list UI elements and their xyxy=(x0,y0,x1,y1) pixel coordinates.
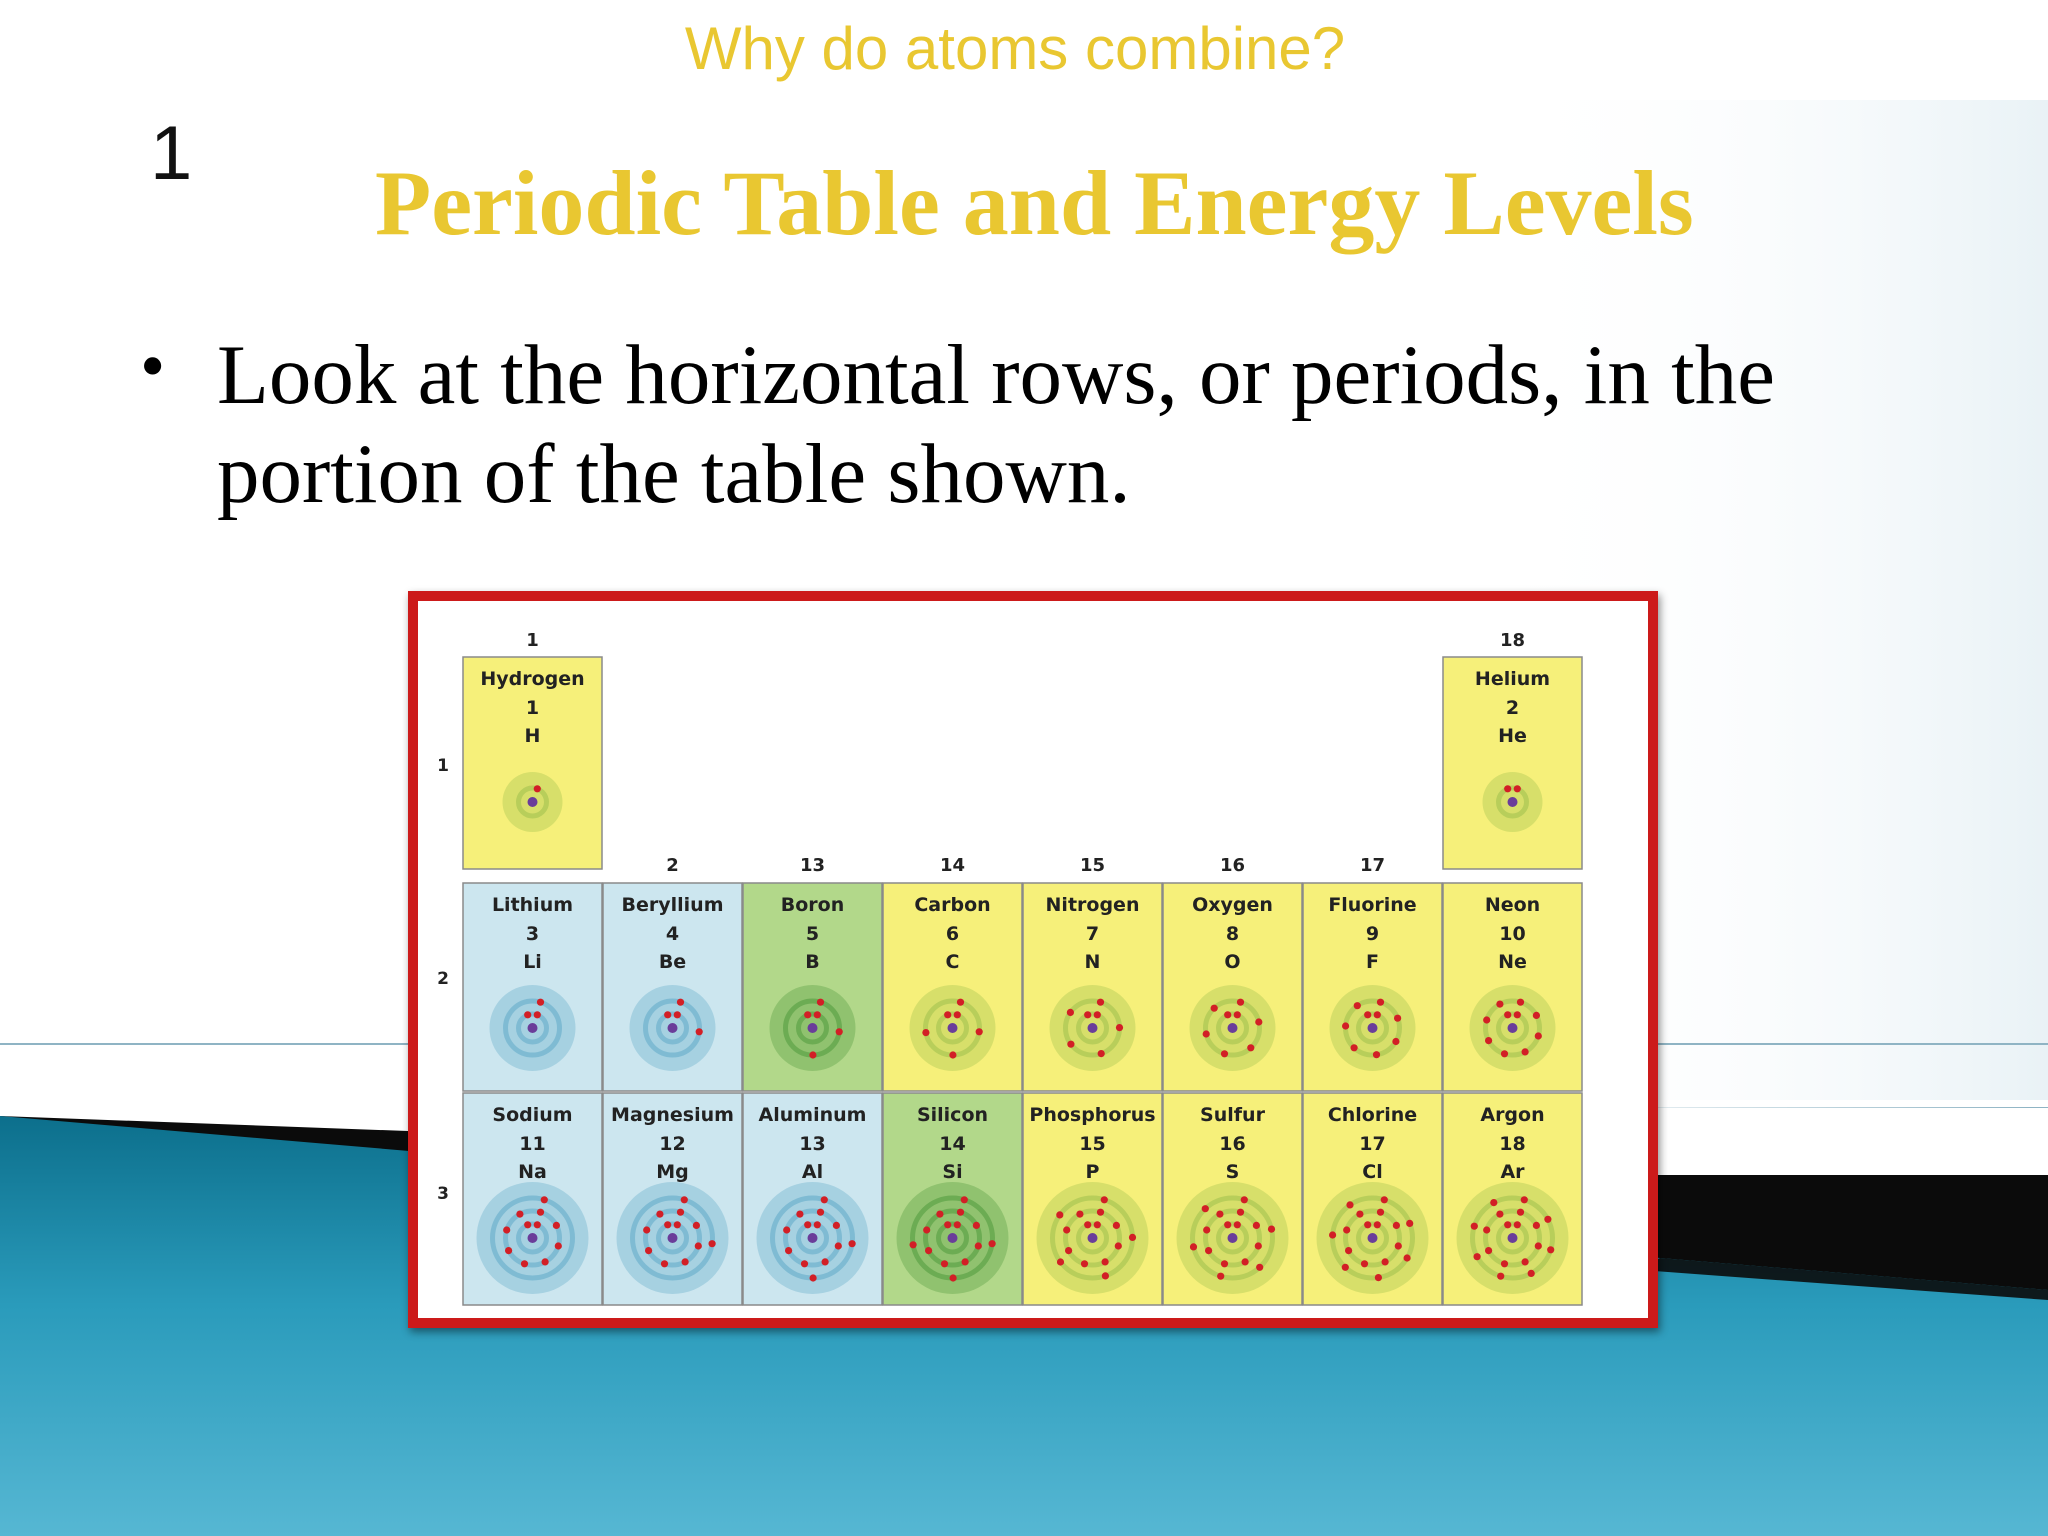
electron xyxy=(542,1258,549,1265)
electron xyxy=(796,1211,803,1218)
element-cell-aluminum xyxy=(743,1093,882,1305)
electron xyxy=(505,1247,512,1254)
electron xyxy=(957,999,964,1006)
atomic-number: 17 xyxy=(1359,1133,1386,1155)
electron xyxy=(1514,1011,1521,1018)
electron xyxy=(681,1196,688,1203)
element-symbol: Ar xyxy=(1500,1161,1525,1183)
electron xyxy=(1253,1222,1260,1229)
electron xyxy=(1354,1002,1361,1009)
electron xyxy=(941,1260,948,1267)
element-cell-hydrogen xyxy=(463,657,602,869)
electron xyxy=(661,1260,668,1267)
electron xyxy=(645,1247,652,1254)
electron xyxy=(1395,1242,1402,1249)
element-cell-nitrogen xyxy=(1023,883,1162,1091)
element-symbol: P xyxy=(1085,1161,1100,1183)
electron xyxy=(954,1221,961,1228)
bohr-model xyxy=(910,985,996,1071)
electron xyxy=(1129,1234,1136,1241)
period-label: 2 xyxy=(437,969,449,989)
electron xyxy=(1404,1254,1411,1261)
group-label: 13 xyxy=(799,855,826,876)
element-name: Lithium xyxy=(491,894,574,916)
nucleus xyxy=(668,1023,678,1033)
element-cell-phosphorus xyxy=(1023,1093,1162,1305)
nucleus xyxy=(1088,1023,1098,1033)
group-label: 17 xyxy=(1359,855,1386,876)
electron xyxy=(1216,1211,1223,1218)
electron xyxy=(1342,1264,1349,1271)
electron xyxy=(1517,1209,1524,1216)
element-symbol: Li xyxy=(523,951,542,973)
atomic-number: 5 xyxy=(805,923,820,945)
electron xyxy=(822,1258,829,1265)
nucleus xyxy=(948,1233,958,1243)
electron xyxy=(695,1242,702,1249)
element-cell-sulfur xyxy=(1163,1093,1302,1305)
bohr-model xyxy=(477,1182,589,1294)
element-symbol: C xyxy=(945,951,960,973)
electron xyxy=(833,1222,840,1229)
electron xyxy=(1528,1270,1535,1277)
electron xyxy=(537,1209,544,1216)
electron xyxy=(1517,999,1524,1006)
electron xyxy=(1485,1247,1492,1254)
element-symbol: Al xyxy=(801,1161,824,1183)
electron xyxy=(1203,1030,1210,1037)
atomic-number: 6 xyxy=(945,923,960,945)
electron xyxy=(849,1240,856,1247)
element-cell-lithium xyxy=(463,883,602,1091)
electron xyxy=(1113,1222,1120,1229)
electron xyxy=(1361,1260,1368,1267)
element-symbol: Na xyxy=(518,1161,547,1183)
element-cell-boron xyxy=(743,883,882,1091)
electron xyxy=(553,1222,560,1229)
atomic-number: 16 xyxy=(1219,1133,1246,1155)
atomic-number: 18 xyxy=(1499,1133,1526,1155)
element-name: Sulfur xyxy=(1200,1104,1265,1126)
bohr-model xyxy=(1483,772,1543,832)
electron xyxy=(1374,1221,1381,1228)
electron xyxy=(962,1258,969,1265)
electron xyxy=(961,1196,968,1203)
electron xyxy=(1373,1051,1380,1058)
bullet-text: Look at the horizontal rows, or periods, in the portion of the table shown. xyxy=(217,328,1775,521)
nucleus xyxy=(1228,1233,1238,1243)
electron xyxy=(503,1226,510,1233)
electron xyxy=(1364,1011,1371,1018)
element-symbol: H xyxy=(524,725,541,747)
bohr-model xyxy=(1330,985,1416,1071)
bohr-model xyxy=(503,772,563,832)
electron xyxy=(1076,1211,1083,1218)
element-cell-oxygen xyxy=(1163,883,1302,1091)
element-name: Boron xyxy=(780,894,845,916)
electron xyxy=(785,1247,792,1254)
electron xyxy=(1094,1221,1101,1228)
element-symbol: Cl xyxy=(1362,1161,1383,1183)
electron xyxy=(1374,1011,1381,1018)
electron xyxy=(804,1011,811,1018)
electron xyxy=(677,999,684,1006)
electron xyxy=(1084,1011,1091,1018)
electron xyxy=(1485,1037,1492,1044)
electron xyxy=(814,1221,821,1228)
bohr-model xyxy=(1037,1182,1149,1294)
electron xyxy=(1547,1246,1554,1253)
electron xyxy=(674,1221,681,1228)
nucleus xyxy=(528,1023,538,1033)
electron xyxy=(1094,1011,1101,1018)
electron xyxy=(1382,1258,1389,1265)
electron xyxy=(1241,1196,1248,1203)
element-name: Phosphorus xyxy=(1029,1104,1156,1126)
electron xyxy=(1065,1247,1072,1254)
bohr-model xyxy=(630,985,716,1071)
electron xyxy=(1203,1226,1210,1233)
electron xyxy=(664,1011,671,1018)
atomic-number: 15 xyxy=(1079,1133,1106,1155)
electron xyxy=(836,1028,843,1035)
electron xyxy=(521,1260,528,1267)
electron xyxy=(925,1247,932,1254)
electron xyxy=(682,1258,689,1265)
element-cell-carbon xyxy=(883,883,1022,1091)
electron xyxy=(1514,785,1521,792)
electron xyxy=(957,1209,964,1216)
electron xyxy=(1256,1264,1263,1271)
electron xyxy=(1190,1243,1197,1250)
electron xyxy=(643,1226,650,1233)
element-name: Argon xyxy=(1480,1104,1545,1126)
electron xyxy=(1345,1247,1352,1254)
electron xyxy=(1102,1258,1109,1265)
electron xyxy=(1268,1226,1275,1233)
electron xyxy=(1497,1273,1504,1280)
element-name: Oxygen xyxy=(1192,894,1273,916)
electron xyxy=(1501,1050,1508,1057)
electron xyxy=(1234,1221,1241,1228)
electron xyxy=(1116,1024,1123,1031)
group-label: 1 xyxy=(526,630,539,651)
electron xyxy=(783,1226,790,1233)
electron xyxy=(1544,1216,1551,1223)
electron xyxy=(817,999,824,1006)
electron xyxy=(1474,1253,1481,1260)
atomic-number: 9 xyxy=(1365,923,1380,945)
electron xyxy=(1496,1001,1503,1008)
electron xyxy=(1504,785,1511,792)
electron xyxy=(814,1011,821,1018)
periodic-table xyxy=(418,601,1648,1318)
bohr-model xyxy=(1457,1182,1569,1294)
electron xyxy=(1329,1231,1336,1238)
element-symbol: Mg xyxy=(656,1161,689,1183)
atomic-number: 14 xyxy=(939,1133,966,1155)
element-cell-neon xyxy=(1443,883,1582,1091)
electron xyxy=(976,1028,983,1035)
electron xyxy=(1533,1012,1540,1019)
electron xyxy=(537,999,544,1006)
electron xyxy=(1533,1222,1540,1229)
nucleus xyxy=(1508,1023,1518,1033)
electron xyxy=(1490,1199,1497,1206)
electron xyxy=(1504,1221,1511,1228)
atomic-number: 2 xyxy=(1505,697,1520,719)
electron xyxy=(1101,1196,1108,1203)
electron xyxy=(1394,1015,1401,1022)
electron xyxy=(524,1221,531,1228)
electron xyxy=(1375,1274,1382,1281)
element-symbol: O xyxy=(1224,951,1241,973)
element-cell-sodium xyxy=(463,1093,602,1305)
bohr-model xyxy=(1470,985,1556,1071)
electron xyxy=(1067,1009,1074,1016)
electron xyxy=(1356,1211,1363,1218)
slide-header-title: Why do atoms combine? xyxy=(684,15,1346,82)
nucleus xyxy=(1368,1023,1378,1033)
electron xyxy=(973,1222,980,1229)
electron xyxy=(1237,1209,1244,1216)
element-name: Hydrogen xyxy=(480,668,585,690)
bohr-model xyxy=(757,1182,869,1294)
electron xyxy=(1255,1018,1262,1025)
element-name: Aluminum xyxy=(758,1104,867,1126)
electron xyxy=(810,1274,817,1281)
electron xyxy=(1255,1242,1262,1249)
atomic-number: 3 xyxy=(525,923,540,945)
element-symbol: S xyxy=(1225,1161,1240,1183)
electron xyxy=(1221,1260,1228,1267)
electron xyxy=(1377,1209,1384,1216)
element-name: Nitrogen xyxy=(1045,894,1140,916)
element-name: Neon xyxy=(1484,894,1541,916)
electron xyxy=(1364,1221,1371,1228)
electron xyxy=(534,1221,541,1228)
element-cell-helium xyxy=(1443,657,1582,869)
bohr-model xyxy=(1190,985,1276,1071)
nucleus xyxy=(1508,797,1518,807)
group-label: 16 xyxy=(1219,855,1246,876)
period-label: 1 xyxy=(437,756,449,776)
bohr-model xyxy=(1177,1182,1289,1294)
electron xyxy=(944,1221,951,1228)
electron xyxy=(1224,1011,1231,1018)
bohr-model xyxy=(897,1182,1009,1294)
electron xyxy=(821,1196,828,1203)
electron xyxy=(677,1209,684,1216)
electron xyxy=(1346,1201,1353,1208)
electron xyxy=(923,1226,930,1233)
electron xyxy=(1471,1223,1478,1230)
nucleus xyxy=(808,1233,818,1243)
element-name: Chlorine xyxy=(1327,1104,1418,1126)
electron xyxy=(1097,1209,1104,1216)
nucleus xyxy=(1228,1023,1238,1033)
electron xyxy=(835,1242,842,1249)
electron xyxy=(954,1011,961,1018)
electron xyxy=(910,1241,917,1248)
electron xyxy=(950,1274,957,1281)
atomic-number: 4 xyxy=(665,923,680,945)
electron xyxy=(1342,1022,1349,1029)
electron xyxy=(1521,1196,1528,1203)
electron xyxy=(1483,1016,1490,1023)
electron xyxy=(1221,1050,1228,1057)
electron xyxy=(1483,1226,1490,1233)
electron xyxy=(975,1242,982,1249)
element-symbol: Be xyxy=(658,951,687,973)
electron xyxy=(1496,1211,1503,1218)
element-name: Sodium xyxy=(492,1104,573,1126)
electron xyxy=(1522,1048,1529,1055)
electron xyxy=(989,1240,996,1247)
electron xyxy=(1067,1041,1074,1048)
electron xyxy=(1381,1196,1388,1203)
element-symbol: Ne xyxy=(1498,951,1527,973)
electron xyxy=(664,1221,671,1228)
element-name: Silicon xyxy=(916,1104,989,1126)
electron xyxy=(944,1011,951,1018)
electron xyxy=(1343,1226,1350,1233)
slide-number: 1 xyxy=(150,111,193,196)
element-name: Fluorine xyxy=(1328,894,1417,916)
electron xyxy=(1535,1242,1542,1249)
electron xyxy=(801,1260,808,1267)
nucleus xyxy=(1508,1233,1518,1243)
electron xyxy=(1377,999,1384,1006)
element-symbol: He xyxy=(1498,725,1527,747)
electron xyxy=(1098,1050,1105,1057)
element-cell-fluorine xyxy=(1303,883,1442,1091)
electron xyxy=(1202,1205,1209,1212)
electron xyxy=(1406,1220,1413,1227)
bohr-model xyxy=(490,985,576,1071)
electron xyxy=(1056,1211,1063,1218)
slide-title: Periodic Table and Energy Levels xyxy=(375,152,1694,254)
atomic-number: 8 xyxy=(1225,923,1240,945)
electron xyxy=(1392,1038,1399,1045)
electron xyxy=(555,1242,562,1249)
group-label: 18 xyxy=(1499,630,1526,651)
electron xyxy=(1224,1221,1231,1228)
element-name: Magnesium xyxy=(611,1104,734,1126)
electron xyxy=(1501,1260,1508,1267)
bullet-marker: • xyxy=(140,326,166,406)
nucleus xyxy=(1088,1233,1098,1243)
electron xyxy=(936,1211,943,1218)
electron xyxy=(674,1011,681,1018)
electron xyxy=(1063,1226,1070,1233)
electron xyxy=(1217,1273,1224,1280)
bohr-model xyxy=(770,985,856,1071)
element-cell-beryllium xyxy=(603,883,742,1091)
group-label: 15 xyxy=(1079,855,1106,876)
element-symbol: F xyxy=(1366,951,1379,973)
electron xyxy=(709,1240,716,1247)
electron xyxy=(656,1211,663,1218)
element-cell-silicon xyxy=(883,1093,1022,1305)
nucleus xyxy=(948,1023,958,1033)
atomic-number: 11 xyxy=(519,1133,546,1155)
electron xyxy=(1057,1258,1064,1265)
nucleus xyxy=(1368,1233,1378,1243)
nucleus xyxy=(528,797,538,807)
nucleus xyxy=(528,1233,538,1243)
nucleus xyxy=(668,1233,678,1243)
electron xyxy=(1242,1258,1249,1265)
element-cell-argon xyxy=(1443,1093,1582,1305)
electron xyxy=(1097,999,1104,1006)
element-name: Beryllium xyxy=(621,894,724,916)
element-cell-magnesium xyxy=(603,1093,742,1305)
period-label: 3 xyxy=(437,1184,449,1204)
electron xyxy=(534,1011,541,1018)
electron xyxy=(1514,1221,1521,1228)
electron xyxy=(1522,1258,1529,1265)
electron xyxy=(949,1051,956,1058)
element-cell-chlorine xyxy=(1303,1093,1442,1305)
electron xyxy=(1084,1221,1091,1228)
element-name: Helium xyxy=(1474,668,1551,690)
electron xyxy=(922,1029,929,1036)
atomic-number: 10 xyxy=(1499,923,1526,945)
electron xyxy=(1247,1044,1254,1051)
element-symbol: B xyxy=(805,951,820,973)
electron xyxy=(1351,1044,1358,1051)
nucleus xyxy=(808,1023,818,1033)
electron xyxy=(541,1196,548,1203)
electron xyxy=(1205,1247,1212,1254)
electron xyxy=(804,1221,811,1228)
electron xyxy=(1393,1222,1400,1229)
electron xyxy=(1081,1260,1088,1267)
periodic-table-figure xyxy=(408,591,1658,1328)
bohr-model xyxy=(617,1182,729,1294)
electron xyxy=(693,1222,700,1229)
electron xyxy=(1504,1011,1511,1018)
element-symbol: N xyxy=(1084,951,1101,973)
electron xyxy=(1237,999,1244,1006)
electron xyxy=(1102,1272,1109,1279)
electron xyxy=(1115,1242,1122,1249)
electron xyxy=(817,1209,824,1216)
group-label: 14 xyxy=(939,855,966,876)
electron xyxy=(696,1028,703,1035)
group-label: 2 xyxy=(666,855,679,876)
atomic-number: 1 xyxy=(525,697,540,719)
atomic-number: 12 xyxy=(659,1133,686,1155)
electron xyxy=(524,1011,531,1018)
atomic-number: 7 xyxy=(1085,923,1100,945)
electron xyxy=(1535,1032,1542,1039)
electron xyxy=(516,1211,523,1218)
element-name: Carbon xyxy=(914,894,991,916)
atomic-number: 13 xyxy=(799,1133,826,1155)
electron xyxy=(809,1051,816,1058)
bohr-model xyxy=(1317,1182,1429,1294)
electron xyxy=(1234,1011,1241,1018)
element-symbol: Si xyxy=(942,1161,963,1183)
electron xyxy=(1211,1005,1218,1012)
electron xyxy=(534,785,541,792)
bohr-model xyxy=(1050,985,1136,1071)
